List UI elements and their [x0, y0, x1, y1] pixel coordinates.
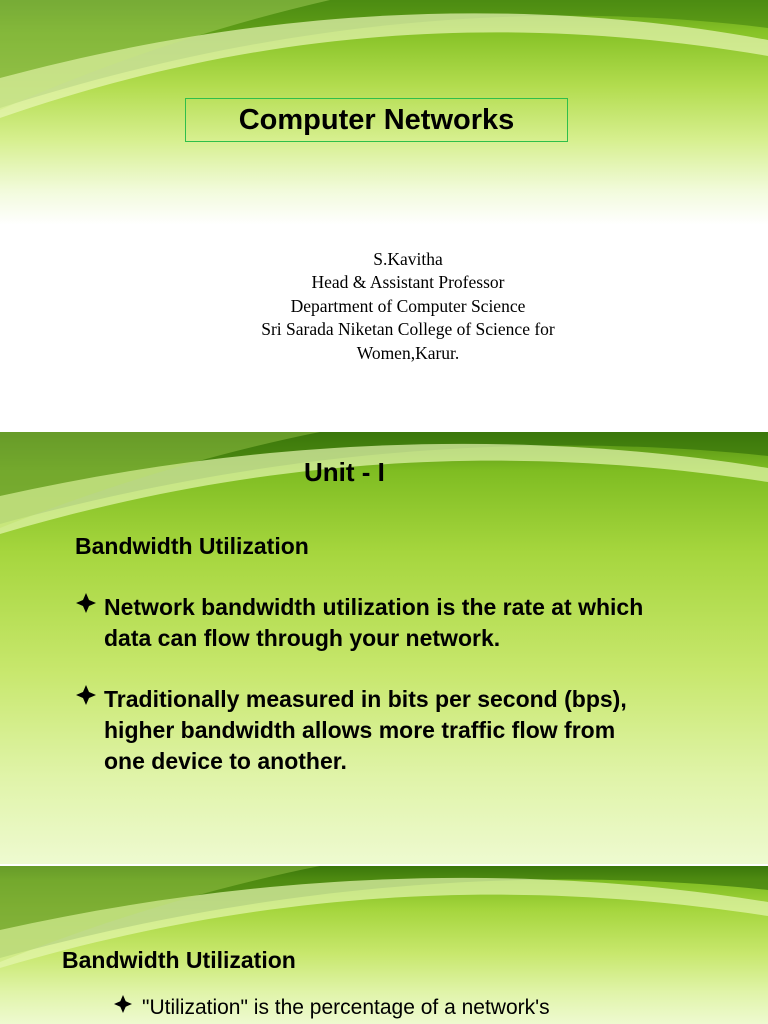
diamond-bullet-icon [76, 685, 96, 705]
unit-title: Unit - I [304, 457, 385, 487]
bullet-list [114, 994, 734, 1022]
list-item [114, 994, 734, 1022]
author-college: Sri Sarada Niketan College of Science for [261, 319, 555, 340]
bullet-text: Traditionally measured in bits per second (bps), higher bandwidth allows more traffic flow from one device to another. [104, 686, 627, 774]
section-heading: Bandwidth Utilization [62, 947, 296, 973]
list-item [76, 592, 656, 654]
author-info [220, 248, 596, 365]
bullet-text: Network bandwidth utilization is the rate at which data can flow through your network. [104, 594, 644, 651]
author-department: Department of Computer Science [290, 295, 526, 316]
diamond-bullet-icon [114, 995, 132, 1013]
bullet-list [76, 592, 656, 807]
slide-unit-one [0, 432, 768, 864]
author-name: S.Kavitha [373, 249, 443, 269]
author-position: Head & Assistant Professor [311, 272, 505, 293]
slide-bandwidth-utilization [0, 866, 768, 1024]
bullet-text: "Utilization" is the percentage of a network's [142, 996, 550, 1019]
slide-title [0, 0, 768, 432]
title-frame [185, 98, 568, 142]
author-location: Women,Karur. [356, 342, 460, 363]
diamond-bullet-icon [76, 593, 96, 613]
swoosh-decoration [0, 866, 768, 1006]
list-item [76, 684, 656, 777]
presentation-title: Computer Networks [238, 103, 515, 136]
section-heading: Bandwidth Utilization [75, 533, 309, 559]
